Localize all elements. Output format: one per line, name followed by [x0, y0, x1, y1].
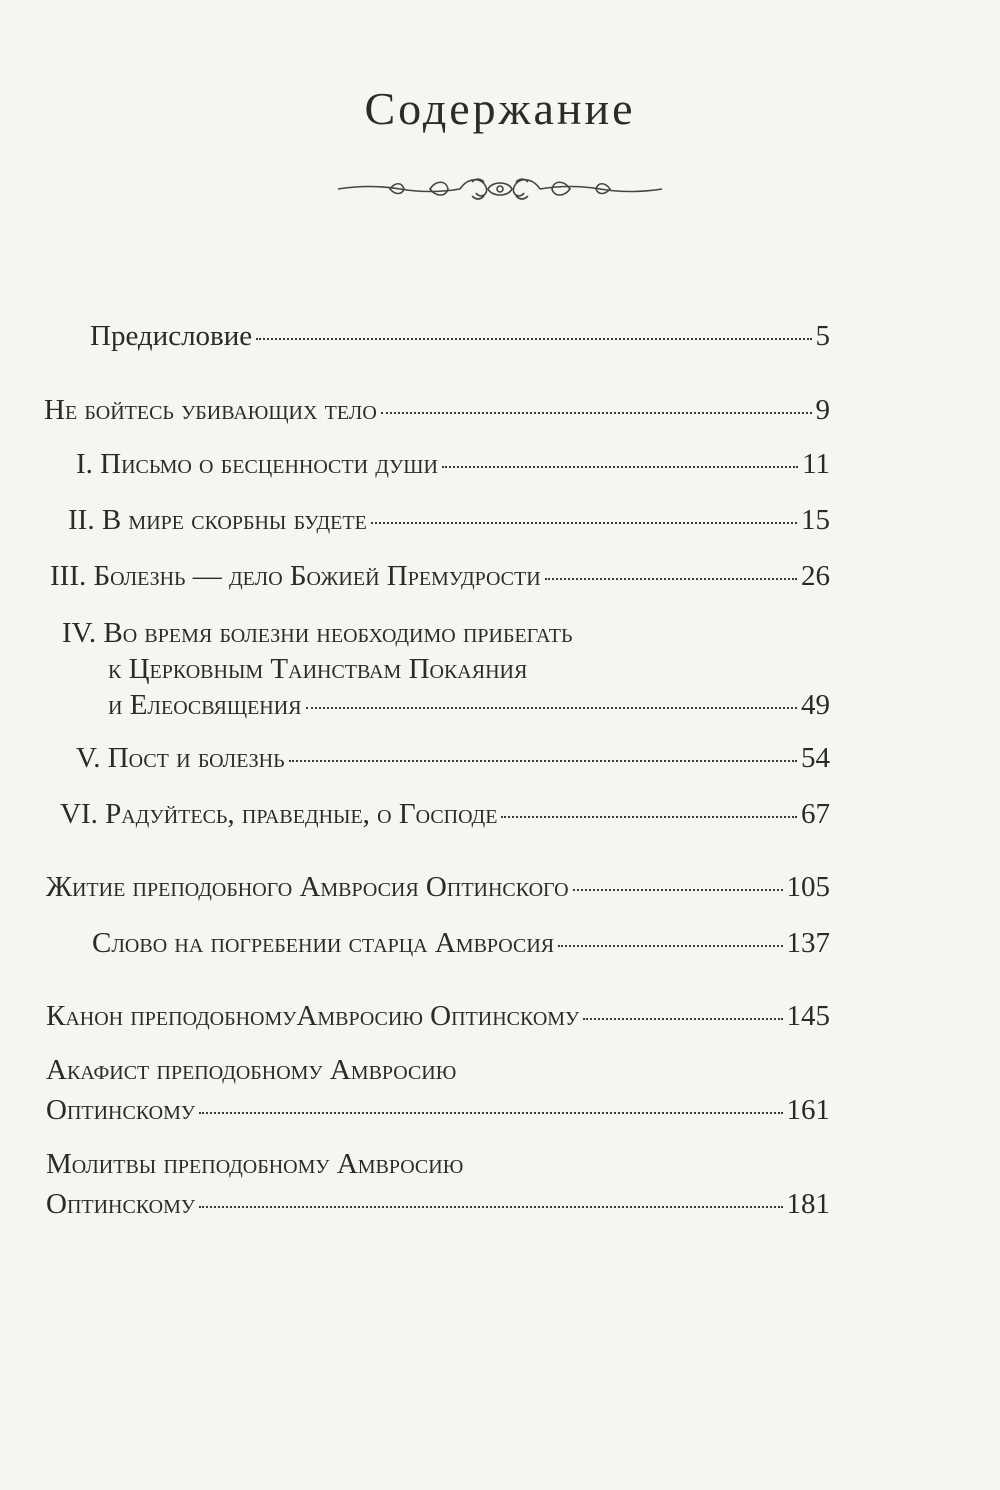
toc-entry-part1[interactable]	[44, 392, 830, 428]
toc-entry-akathist[interactable]	[46, 1052, 830, 1128]
toc-label: II. В мире скорбны будете	[68, 504, 367, 536]
toc-entry-canon[interactable]	[46, 998, 830, 1034]
toc-page-number: 137	[786, 927, 830, 959]
leader-dots	[545, 578, 797, 580]
toc-page-number: 9	[815, 394, 830, 426]
leader-dots	[442, 466, 798, 468]
leader-dots	[381, 412, 812, 414]
toc-label: Житие преподобного Амвросия Оптинского	[46, 871, 569, 903]
leader-dots	[199, 1112, 782, 1114]
toc-label-line: Молитвы преподобному Амвросию	[46, 1148, 464, 1180]
toc-entry-sermon[interactable]	[92, 925, 830, 961]
page-title: Содержание	[364, 83, 636, 134]
toc-label: Канон преподобномуАмвросию Оптинскому	[46, 1000, 580, 1032]
toc-page-number: 105	[786, 871, 830, 903]
leader-dots	[371, 522, 797, 524]
leader-dots	[501, 816, 797, 818]
toc-entry-ch5[interactable]	[76, 740, 830, 776]
toc-label: Оптинскому	[46, 1188, 196, 1220]
toc-page-number: 11	[802, 448, 830, 480]
leader-dots	[573, 889, 783, 891]
toc-entry-preface[interactable]	[90, 318, 830, 354]
toc-label-line: Акафист преподобному Амвросию	[46, 1054, 457, 1086]
toc-page-number: 161	[786, 1094, 830, 1126]
toc-entry-ch3[interactable]	[50, 558, 830, 594]
toc-label: Не бойтесь убивающих тело	[44, 394, 377, 426]
toc-entry-ch6[interactable]	[60, 796, 830, 832]
toc-page-number: 15	[801, 504, 830, 536]
toc-page-number: 54	[801, 742, 830, 774]
toc-page-number: 67	[801, 798, 830, 830]
toc-entry-life[interactable]	[46, 869, 830, 905]
toc-entry-ch2[interactable]	[68, 502, 830, 538]
toc-label: Слово на погребении старца Амвросия	[92, 927, 555, 959]
leader-dots	[583, 1018, 782, 1020]
toc-page-number: 181	[786, 1188, 830, 1220]
leader-dots	[558, 945, 782, 947]
toc-entry-prayers[interactable]	[46, 1146, 830, 1222]
toc-label: VI. Радуйтесь, праведные, о Господе	[60, 798, 498, 830]
toc-label: Предисловие	[90, 320, 253, 352]
leader-dots	[289, 760, 797, 762]
toc-label: V. Пост и болезнь	[76, 742, 285, 774]
toc-label: и Елеосвящения	[108, 689, 302, 721]
toc-entry-ch4[interactable]	[62, 615, 830, 723]
leader-dots	[306, 707, 797, 709]
leader-dots	[199, 1206, 782, 1208]
toc-page-number: 5	[815, 320, 830, 352]
leader-dots	[256, 338, 811, 340]
toc-entry-ch1[interactable]	[76, 446, 830, 482]
toc-label: I. Письмо о бесценности души	[76, 448, 438, 480]
toc-page-number: 49	[801, 689, 830, 721]
toc-page-number: 145	[786, 1000, 830, 1032]
flourish-ornament	[330, 174, 670, 204]
toc-label-line: IV. Во время болезни необходимо прибегать	[62, 617, 573, 649]
toc-label-line: к Церковным Таинствам Покаяния	[108, 653, 528, 685]
toc-page-number: 26	[801, 560, 830, 592]
toc-label: Оптинскому	[46, 1094, 196, 1126]
toc-label: III. Болезнь — дело Божией Премудрости	[50, 560, 541, 592]
